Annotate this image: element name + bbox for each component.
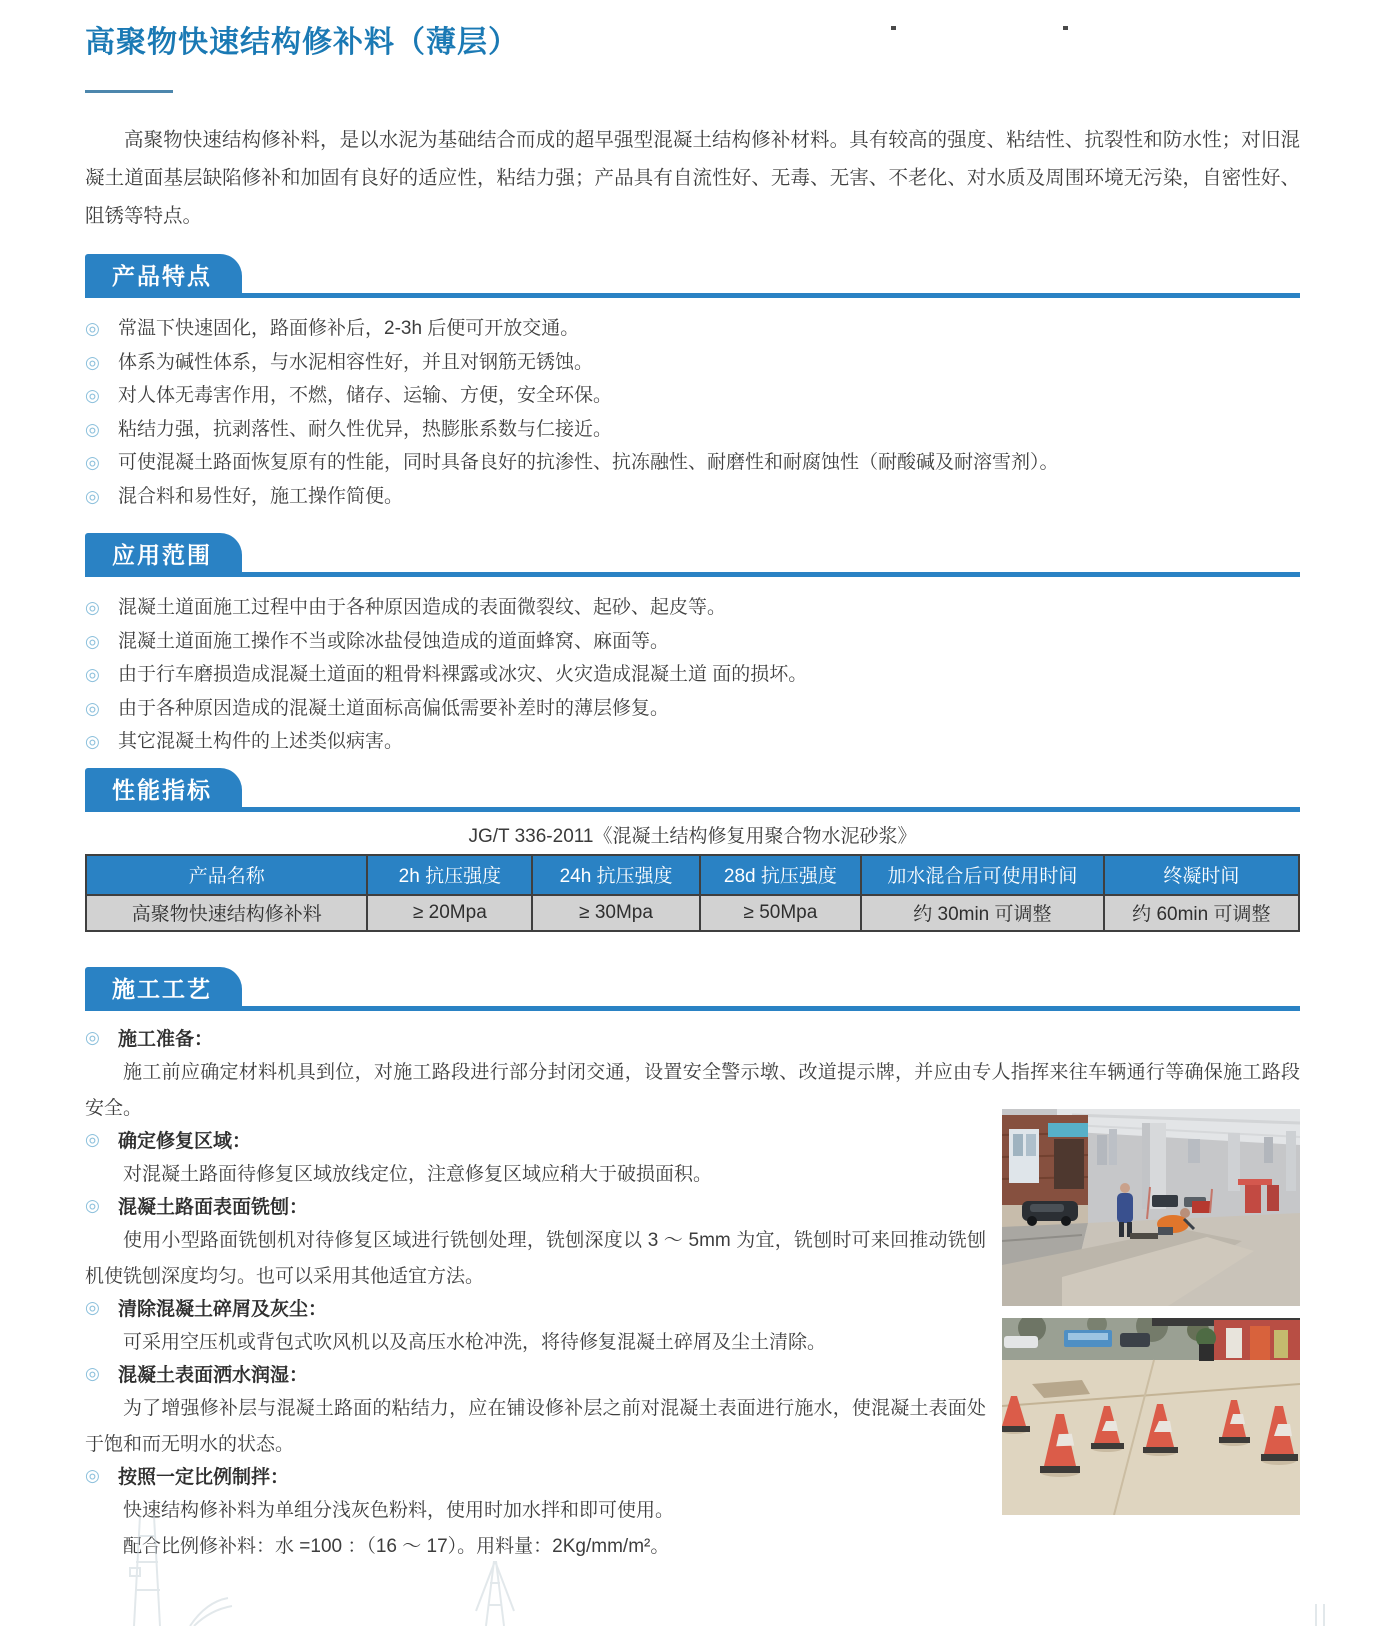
watermark-tower-icon [468,1561,522,1626]
feature-item-text: 对人体无毒害作用，不燃，储存、运输、方便，安全环保。 [118,385,613,406]
bullet-icon: ◎ [85,598,100,617]
feature-item [85,312,1300,346]
table-header-cell: 加水混合后可使用时间 [861,855,1104,895]
intro-paragraph: 高聚物快速结构修补料，是以水泥为基础结合而成的超早强型混凝土结构修补材料。具有较高的强度、粘结性、抗裂性和防水性；对旧混凝土道面基层缺陷修补和加固有良好的适应性，粘结力强；产品具有自流性好、无毒、无害、不老化、对水质及周围环境无污染，自密性好、阻锈等特点。 [85,129,1300,227]
table-header-cell: 28d 抗压强度 [700,855,861,895]
process-step-title [85,1463,1300,1493]
table-header-cell: 2h 抗压强度 [367,855,532,895]
table-data-cell: ≥ 50Mpa [700,895,861,931]
bullet-icon: ◎ [85,453,100,472]
features-list [85,312,1300,513]
application-item-text: 混凝土道面施工操作不当或除冰盐侵蚀造成的道面蜂窝、麻面等。 [118,630,670,652]
feature-item-text: 粘结力强，抗剥落性、耐久性优异，热膨胀系数与仁接近。 [118,418,613,440]
section-tab-applications: 应用范围 [85,533,242,577]
title-underline [85,90,173,93]
application-item-text: 由于行车磨损造成混凝土道面的粗骨料裸露或冰灾、火灾造成混凝土道 面的损坏。 [118,664,808,685]
application-item-text: 由于各种原因造成的混凝土道面标高偏低需要补差时的薄层修复。 [118,697,670,719]
bullet-icon: ◎ [85,665,100,684]
table-header-cell: 终凝时间 [1104,855,1299,895]
table-data-cell: 约 60min 可调整 [1104,895,1299,931]
watermark-mark-icon [1308,1604,1338,1626]
process-step-title [85,1025,1300,1055]
feature-item-text: 常温下快速固化，路面修补后，2-3h 后便可开放交通。 [118,318,580,339]
section-banner-features [85,257,1300,298]
section-tab-performance: 性能指标 [85,768,242,812]
application-item-text: 其它混凝土构件的上述类似病害。 [118,731,404,752]
process-step-body: 配合比例修补料：水 =100 ：（16 ～ 17）。用料量：2Kg/mm/m²。 [123,1535,670,1557]
process-step-body: 快速结构修补料为单组分浅灰色粉料，使用时加水拌和即可使用。 [123,1499,675,1521]
process-step-title-text: 确定修复区域： [118,1130,252,1152]
table-header-cell: 24h 抗压强度 [532,855,699,895]
product-sheet-page [85,26,1300,1565]
feature-item [85,446,1300,480]
table-header-cell: 产品名称 [86,855,367,895]
bullet-icon: ◎ [85,319,100,338]
section-tab-process: 施工工艺 [85,967,242,1011]
section-banner-performance [85,771,1300,812]
table-row [86,895,1299,931]
bullet-icon: ◎ [85,732,100,751]
process-step-body: 施工前应确定材料机具到位，对施工路段进行部分封闭交通，设置安全警示墩、改道提示牌，并应由专人指挥来往车辆通行等确保施工路段安全。 [85,1061,1300,1119]
feature-item-text: 体系为碱性体系，与水泥相容性好，并且对钢筋无锈蚀。 [118,351,594,373]
process-step-title [85,1361,1300,1391]
table-data-cell: 约 30min 可调整 [861,895,1104,931]
process-section [85,1025,1300,1565]
bullet-icon: ◎ [85,486,100,506]
bullet-icon: ◎ [85,1465,100,1485]
performance-table [85,854,1300,932]
feature-item [85,480,1300,514]
bullet-icon: ◎ [85,1129,100,1149]
application-item [85,591,1300,625]
process-step-body: 使用小型路面铣刨机对待修复区域进行铣刨处理，铣刨深度以 3 ～ 5mm 为宜，铣刨时可来回推动铣刨机使铣刨深度均匀。也可以采用其他适宜方法。 [85,1229,986,1287]
process-step-title-text: 混凝土表面洒水润湿： [118,1364,309,1386]
bullet-icon: ◎ [85,1297,100,1317]
process-step-title [85,1193,1300,1223]
section-banner-process [85,970,1300,1011]
feature-item [85,379,1300,413]
page-title: 高聚物快速结构修补料（薄层） [85,26,519,59]
application-item [85,725,1300,759]
watermark-bridge-icon [110,1506,240,1626]
process-step-body: 可采用空压机或背包式吹风机以及高压水枪冲洗，将待修复混凝土碎屑及尘土清除。 [123,1331,827,1353]
bullet-icon: ◎ [85,698,100,718]
process-step-body: 为了增强修补层与混凝土路面的粘结力，应在铺设修补层之前对混凝土表面进行施水，使混凝土表面处于饱和而无明水的状态。 [85,1397,986,1455]
bullet-icon: ◎ [85,1363,100,1383]
bullet-icon: ◎ [85,1027,100,1047]
applications-list [85,591,1300,759]
performance-standard-caption: JG/T 336-2011《混凝土结构修复用聚合物水泥砂浆》 [468,825,917,847]
section-banner-applications [85,536,1300,577]
application-item [85,658,1300,692]
application-item [85,692,1300,726]
process-step-title [85,1127,1300,1157]
bullet-icon: ◎ [85,352,100,372]
feature-item-text: 混合料和易性好，施工操作简便。 [118,485,404,507]
bullet-icon: ◎ [85,631,100,651]
application-item [85,625,1300,659]
application-item-text: 混凝土道面施工过程中由于各种原因造成的表面微裂纹、起砂、起皮等。 [118,597,727,618]
bullet-icon: ◎ [85,1195,100,1215]
feature-item [85,413,1300,447]
process-step-title [85,1295,1300,1325]
process-step-title-text: 清除混凝土碎屑及灰尘： [118,1298,328,1320]
table-data-cell: 高聚物快速结构修补料 [86,895,367,931]
feature-item [85,346,1300,380]
process-step-body: 对混凝土路面待修复区域放线定位，注意修复区域应稍大于破损面积。 [123,1163,713,1185]
feature-item-text: 可使混凝土路面恢复原有的性能，同时具备良好的抗渗性、抗冻融性、耐磨性和耐腐蚀性（耐酸碱及耐溶雪剂）。 [118,452,1059,473]
table-data-cell: ≥ 20Mpa [367,895,532,931]
bullet-icon: ◎ [85,419,100,439]
table-data-cell: ≥ 30Mpa [532,895,699,931]
process-step-title-text: 混凝土路面表面铣刨： [118,1196,309,1218]
bullet-icon: ◎ [85,386,100,405]
process-step-title-text: 按照一定比例制拌： [118,1466,290,1488]
table-header-row [86,855,1299,895]
section-tab-features: 产品特点 [85,254,242,298]
process-step-title-text: 施工准备： [118,1028,214,1050]
